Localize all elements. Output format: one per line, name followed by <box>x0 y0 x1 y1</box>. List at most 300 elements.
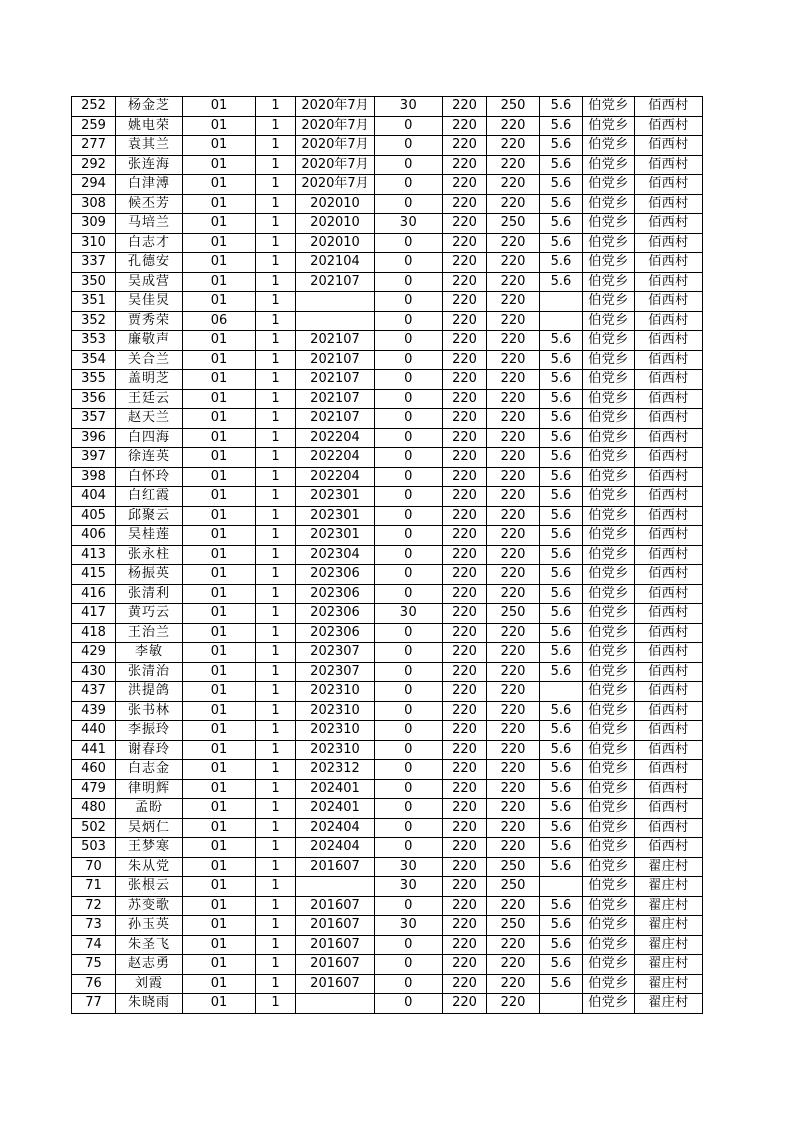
village-cell: 佰西村 <box>635 331 703 351</box>
base-cell: 220 <box>443 584 487 604</box>
code-cell: 01 <box>183 935 256 955</box>
township-cell: 伯党乡 <box>583 175 635 195</box>
count-cell: 1 <box>256 740 296 760</box>
total-cell: 220 <box>487 272 540 292</box>
id-cell: 418 <box>72 623 116 643</box>
rate-cell: 5.6 <box>540 662 583 682</box>
table-row <box>72 994 703 1014</box>
total-cell: 220 <box>487 818 540 838</box>
village-cell: 佰西村 <box>635 233 703 253</box>
base-cell: 220 <box>443 545 487 565</box>
date-cell: 202301 <box>296 487 375 507</box>
table-row <box>72 896 703 916</box>
count-cell: 1 <box>256 623 296 643</box>
township-cell: 伯党乡 <box>583 896 635 916</box>
rate-cell: 5.6 <box>540 506 583 526</box>
id-cell: 277 <box>72 136 116 156</box>
village-cell: 佰西村 <box>635 760 703 780</box>
total-cell: 250 <box>487 97 540 117</box>
subsidy-cell: 0 <box>375 409 443 429</box>
total-cell: 220 <box>487 116 540 136</box>
township-cell: 伯党乡 <box>583 97 635 117</box>
table-row <box>72 545 703 565</box>
subsidy-cell: 0 <box>375 350 443 370</box>
township-cell: 伯党乡 <box>583 545 635 565</box>
subsidy-cell: 0 <box>375 487 443 507</box>
id-cell: 352 <box>72 311 116 331</box>
village-cell: 佰西村 <box>635 584 703 604</box>
table-row <box>72 799 703 819</box>
rate-cell: 5.6 <box>540 331 583 351</box>
id-cell: 413 <box>72 545 116 565</box>
base-cell: 220 <box>443 994 487 1014</box>
base-cell: 220 <box>443 857 487 877</box>
date-cell: 202107 <box>296 350 375 370</box>
rate-cell: 5.6 <box>540 935 583 955</box>
name-cell: 朱圣飞 <box>116 935 183 955</box>
name-cell: 洪提鸽 <box>116 682 183 702</box>
rate-cell: 5.6 <box>540 350 583 370</box>
date-cell <box>296 292 375 312</box>
code-cell: 01 <box>183 779 256 799</box>
base-cell: 220 <box>443 662 487 682</box>
table-row <box>72 955 703 975</box>
total-cell: 220 <box>487 155 540 175</box>
rate-cell: 5.6 <box>540 779 583 799</box>
table-row <box>72 701 703 721</box>
total-cell: 250 <box>487 214 540 234</box>
table-row <box>72 740 703 760</box>
name-cell: 白志金 <box>116 760 183 780</box>
name-cell: 赵天兰 <box>116 409 183 429</box>
table-row <box>72 194 703 214</box>
village-cell: 翟庄村 <box>635 994 703 1014</box>
base-cell: 220 <box>443 818 487 838</box>
table-row <box>72 662 703 682</box>
table-row <box>72 214 703 234</box>
village-cell: 佰西村 <box>635 818 703 838</box>
count-cell: 1 <box>256 721 296 741</box>
township-cell: 伯党乡 <box>583 370 635 390</box>
rate-cell: 5.6 <box>540 818 583 838</box>
village-cell: 佰西村 <box>635 214 703 234</box>
code-cell: 01 <box>183 350 256 370</box>
name-cell: 杨振英 <box>116 565 183 585</box>
table-row <box>72 311 703 331</box>
base-cell: 220 <box>443 292 487 312</box>
township-cell: 伯党乡 <box>583 194 635 214</box>
id-cell: 437 <box>72 682 116 702</box>
code-cell: 01 <box>183 448 256 468</box>
name-cell: 黄巧云 <box>116 604 183 624</box>
township-cell: 伯党乡 <box>583 623 635 643</box>
village-cell: 佰西村 <box>635 487 703 507</box>
count-cell: 1 <box>256 526 296 546</box>
table-row <box>72 916 703 936</box>
name-cell: 关合兰 <box>116 350 183 370</box>
township-cell: 伯党乡 <box>583 506 635 526</box>
id-cell: 398 <box>72 467 116 487</box>
name-cell: 白津溥 <box>116 175 183 195</box>
count-cell: 1 <box>256 916 296 936</box>
name-cell: 廉敬声 <box>116 331 183 351</box>
count-cell: 1 <box>256 935 296 955</box>
count-cell: 1 <box>256 155 296 175</box>
base-cell: 220 <box>443 701 487 721</box>
subsidy-cell: 0 <box>375 779 443 799</box>
subsidy-cell: 30 <box>375 916 443 936</box>
subsidy-cell: 30 <box>375 604 443 624</box>
township-cell: 伯党乡 <box>583 682 635 702</box>
base-cell: 220 <box>443 526 487 546</box>
table-row <box>72 857 703 877</box>
count-cell: 1 <box>256 584 296 604</box>
code-cell: 01 <box>183 116 256 136</box>
date-cell: 202010 <box>296 214 375 234</box>
total-cell: 250 <box>487 604 540 624</box>
total-cell: 220 <box>487 974 540 994</box>
base-cell: 220 <box>443 935 487 955</box>
township-cell: 伯党乡 <box>583 155 635 175</box>
total-cell: 220 <box>487 760 540 780</box>
date-cell: 2020年7月 <box>296 116 375 136</box>
village-cell: 佰西村 <box>635 116 703 136</box>
id-cell: 77 <box>72 994 116 1014</box>
table-row <box>72 350 703 370</box>
township-cell: 伯党乡 <box>583 214 635 234</box>
code-cell: 01 <box>183 97 256 117</box>
village-cell: 佰西村 <box>635 545 703 565</box>
rate-cell: 5.6 <box>540 272 583 292</box>
base-cell: 220 <box>443 974 487 994</box>
base-cell: 220 <box>443 214 487 234</box>
rate-cell: 5.6 <box>540 721 583 741</box>
subsidy-cell: 0 <box>375 682 443 702</box>
village-cell: 佰西村 <box>635 448 703 468</box>
count-cell: 1 <box>256 662 296 682</box>
table-row <box>72 935 703 955</box>
count-cell: 1 <box>256 350 296 370</box>
table-row <box>72 233 703 253</box>
total-cell: 220 <box>487 311 540 331</box>
total-cell: 220 <box>487 409 540 429</box>
rate-cell: 5.6 <box>540 545 583 565</box>
name-cell: 张清利 <box>116 584 183 604</box>
count-cell: 1 <box>256 799 296 819</box>
name-cell: 吴成营 <box>116 272 183 292</box>
base-cell: 220 <box>443 896 487 916</box>
subsidy-cell: 0 <box>375 331 443 351</box>
code-cell: 01 <box>183 409 256 429</box>
count-cell: 1 <box>256 701 296 721</box>
count-cell: 1 <box>256 760 296 780</box>
table-row <box>72 272 703 292</box>
count-cell: 1 <box>256 643 296 663</box>
subsidy-cell: 0 <box>375 526 443 546</box>
code-cell: 01 <box>183 857 256 877</box>
date-cell: 202401 <box>296 779 375 799</box>
township-cell: 伯党乡 <box>583 467 635 487</box>
table-row <box>72 721 703 741</box>
township-cell: 伯党乡 <box>583 526 635 546</box>
total-cell: 220 <box>487 935 540 955</box>
village-cell: 佰西村 <box>635 799 703 819</box>
id-cell: 415 <box>72 565 116 585</box>
date-cell: 202310 <box>296 740 375 760</box>
rate-cell: 5.6 <box>540 584 583 604</box>
base-cell: 220 <box>443 916 487 936</box>
rate-cell: 5.6 <box>540 428 583 448</box>
id-cell: 354 <box>72 350 116 370</box>
date-cell: 202107 <box>296 272 375 292</box>
id-cell: 71 <box>72 877 116 897</box>
rate-cell: 5.6 <box>540 974 583 994</box>
total-cell: 220 <box>487 643 540 663</box>
count-cell: 1 <box>256 175 296 195</box>
base-cell: 220 <box>443 175 487 195</box>
id-cell: 503 <box>72 838 116 858</box>
name-cell: 张连海 <box>116 155 183 175</box>
date-cell: 202107 <box>296 370 375 390</box>
subsidy-cell: 0 <box>375 935 443 955</box>
base-cell: 220 <box>443 116 487 136</box>
count-cell: 1 <box>256 116 296 136</box>
code-cell: 01 <box>183 896 256 916</box>
total-cell: 220 <box>487 350 540 370</box>
subsidy-cell: 0 <box>375 955 443 975</box>
code-cell: 01 <box>183 292 256 312</box>
base-cell: 220 <box>443 604 487 624</box>
village-cell: 佰西村 <box>635 838 703 858</box>
table-row <box>72 487 703 507</box>
count-cell: 1 <box>256 682 296 702</box>
base-cell: 220 <box>443 448 487 468</box>
village-cell: 佰西村 <box>635 136 703 156</box>
date-cell: 202401 <box>296 799 375 819</box>
date-cell: 202301 <box>296 526 375 546</box>
id-cell: 440 <box>72 721 116 741</box>
count-cell: 1 <box>256 428 296 448</box>
township-cell: 伯党乡 <box>583 487 635 507</box>
id-cell: 353 <box>72 331 116 351</box>
code-cell: 01 <box>183 370 256 390</box>
id-cell: 310 <box>72 233 116 253</box>
rate-cell: 5.6 <box>540 526 583 546</box>
rate-cell: 5.6 <box>540 740 583 760</box>
code-cell: 01 <box>183 604 256 624</box>
total-cell: 220 <box>487 701 540 721</box>
township-cell: 伯党乡 <box>583 389 635 409</box>
date-cell: 202310 <box>296 701 375 721</box>
base-cell: 220 <box>443 155 487 175</box>
table-body <box>72 97 703 1014</box>
village-cell: 翟庄村 <box>635 955 703 975</box>
subsidy-cell: 0 <box>375 272 443 292</box>
table-row <box>72 682 703 702</box>
subsidy-cell: 0 <box>375 311 443 331</box>
subsidy-cell: 30 <box>375 214 443 234</box>
date-cell: 202307 <box>296 643 375 663</box>
rate-cell: 5.6 <box>540 233 583 253</box>
table-row <box>72 467 703 487</box>
code-cell: 01 <box>183 799 256 819</box>
subsidy-cell: 0 <box>375 623 443 643</box>
id-cell: 76 <box>72 974 116 994</box>
code-cell: 01 <box>183 487 256 507</box>
township-cell: 伯党乡 <box>583 116 635 136</box>
total-cell: 220 <box>487 136 540 156</box>
village-cell: 佰西村 <box>635 292 703 312</box>
code-cell: 01 <box>183 175 256 195</box>
subsidy-cell: 0 <box>375 701 443 721</box>
subsidy-cell: 0 <box>375 662 443 682</box>
base-cell: 220 <box>443 272 487 292</box>
id-cell: 337 <box>72 253 116 273</box>
table-row <box>72 97 703 117</box>
village-cell: 佰西村 <box>635 662 703 682</box>
name-cell: 朱晓雨 <box>116 994 183 1014</box>
village-cell: 佰西村 <box>635 467 703 487</box>
code-cell: 01 <box>183 389 256 409</box>
township-cell: 伯党乡 <box>583 994 635 1014</box>
base-cell: 220 <box>443 565 487 585</box>
base-cell: 220 <box>443 311 487 331</box>
code-cell: 01 <box>183 916 256 936</box>
name-cell: 白志才 <box>116 233 183 253</box>
village-cell: 佰西村 <box>635 389 703 409</box>
name-cell: 白四海 <box>116 428 183 448</box>
code-cell: 01 <box>183 994 256 1014</box>
id-cell: 480 <box>72 799 116 819</box>
base-cell: 220 <box>443 409 487 429</box>
village-cell: 佰西村 <box>635 428 703 448</box>
name-cell: 张永柱 <box>116 545 183 565</box>
count-cell: 1 <box>256 214 296 234</box>
code-cell: 01 <box>183 740 256 760</box>
name-cell: 孟盼 <box>116 799 183 819</box>
base-cell: 220 <box>443 428 487 448</box>
name-cell: 朱从党 <box>116 857 183 877</box>
base-cell: 220 <box>443 370 487 390</box>
subsidy-cell: 0 <box>375 565 443 585</box>
village-cell: 翟庄村 <box>635 857 703 877</box>
rate-cell <box>540 877 583 897</box>
name-cell: 张清治 <box>116 662 183 682</box>
subsidy-cell: 0 <box>375 974 443 994</box>
count-cell: 1 <box>256 272 296 292</box>
village-cell: 佰西村 <box>635 350 703 370</box>
count-cell: 1 <box>256 136 296 156</box>
id-cell: 430 <box>72 662 116 682</box>
table-row <box>72 448 703 468</box>
rate-cell: 5.6 <box>540 643 583 663</box>
date-cell: 202312 <box>296 760 375 780</box>
date-cell: 201607 <box>296 857 375 877</box>
date-cell: 202301 <box>296 506 375 526</box>
subsidy-cell: 0 <box>375 643 443 663</box>
township-cell: 伯党乡 <box>583 409 635 429</box>
id-cell: 72 <box>72 896 116 916</box>
village-cell: 翟庄村 <box>635 896 703 916</box>
rate-cell: 5.6 <box>540 623 583 643</box>
village-cell: 翟庄村 <box>635 916 703 936</box>
village-cell: 佰西村 <box>635 253 703 273</box>
count-cell: 1 <box>256 565 296 585</box>
township-cell: 伯党乡 <box>583 779 635 799</box>
township-cell: 伯党乡 <box>583 721 635 741</box>
table-row <box>72 370 703 390</box>
id-cell: 441 <box>72 740 116 760</box>
base-cell: 220 <box>443 623 487 643</box>
id-cell: 356 <box>72 389 116 409</box>
date-cell: 201607 <box>296 935 375 955</box>
village-cell: 佰西村 <box>635 721 703 741</box>
total-cell: 220 <box>487 584 540 604</box>
subsidy-cell: 0 <box>375 994 443 1014</box>
count-cell: 1 <box>256 194 296 214</box>
id-cell: 259 <box>72 116 116 136</box>
township-cell: 伯党乡 <box>583 857 635 877</box>
code-cell: 01 <box>183 643 256 663</box>
code-cell: 01 <box>183 136 256 156</box>
name-cell: 苏变歌 <box>116 896 183 916</box>
township-cell: 伯党乡 <box>583 838 635 858</box>
rate-cell: 5.6 <box>540 955 583 975</box>
subsidy-cell: 0 <box>375 155 443 175</box>
name-cell: 马培兰 <box>116 214 183 234</box>
name-cell: 白红霞 <box>116 487 183 507</box>
total-cell: 220 <box>487 370 540 390</box>
township-cell: 伯党乡 <box>583 955 635 975</box>
total-cell: 220 <box>487 194 540 214</box>
rate-cell: 5.6 <box>540 896 583 916</box>
base-cell: 220 <box>443 233 487 253</box>
total-cell: 220 <box>487 428 540 448</box>
rate-cell <box>540 311 583 331</box>
count-cell: 1 <box>256 97 296 117</box>
village-cell: 佰西村 <box>635 97 703 117</box>
township-cell: 伯党乡 <box>583 448 635 468</box>
table-row <box>72 253 703 273</box>
date-cell: 202107 <box>296 409 375 429</box>
count-cell: 1 <box>256 506 296 526</box>
count-cell: 1 <box>256 955 296 975</box>
township-cell: 伯党乡 <box>583 233 635 253</box>
village-cell: 佰西村 <box>635 643 703 663</box>
code-cell: 01 <box>183 467 256 487</box>
id-cell: 416 <box>72 584 116 604</box>
name-cell: 孔德安 <box>116 253 183 273</box>
count-cell: 1 <box>256 877 296 897</box>
village-cell: 佰西村 <box>635 409 703 429</box>
base-cell: 220 <box>443 838 487 858</box>
id-cell: 309 <box>72 214 116 234</box>
date-cell: 202107 <box>296 389 375 409</box>
village-cell: 佰西村 <box>635 526 703 546</box>
count-cell: 1 <box>256 487 296 507</box>
subsidy-cell: 0 <box>375 584 443 604</box>
name-cell: 盖明芝 <box>116 370 183 390</box>
total-cell: 220 <box>487 467 540 487</box>
count-cell: 1 <box>256 370 296 390</box>
table-row <box>72 974 703 994</box>
id-cell: 70 <box>72 857 116 877</box>
rate-cell: 5.6 <box>540 214 583 234</box>
name-cell: 孙玉英 <box>116 916 183 936</box>
count-cell: 1 <box>256 818 296 838</box>
name-cell: 姚电荣 <box>116 116 183 136</box>
date-cell: 202306 <box>296 565 375 585</box>
